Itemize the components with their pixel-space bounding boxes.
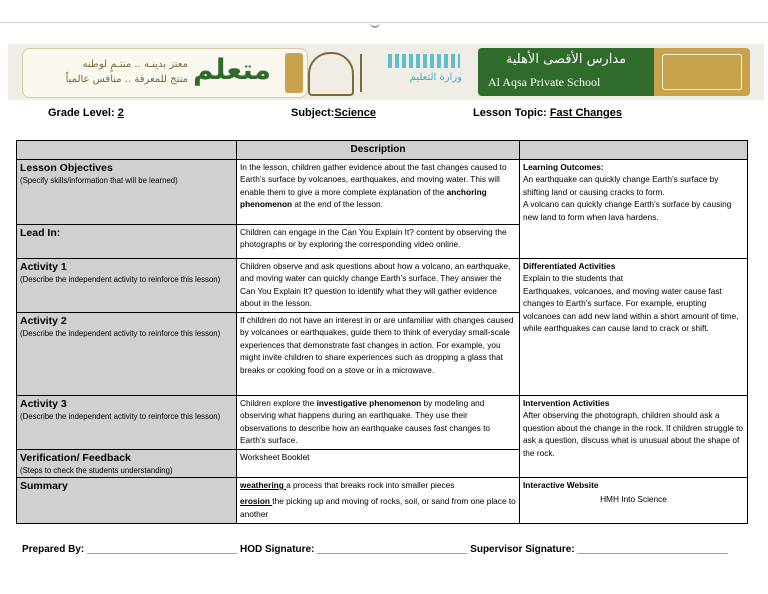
header-blank-cell [17,141,237,160]
verification-label-cell [17,450,237,478]
learning-outcome-1: An earthquake can quickly change Earth’s surface by shifting land or causing cracks to form. [523,174,719,197]
supervisor-signature-label: Supervisor Signature: [470,544,575,555]
seal-divider [360,54,362,92]
lead-in-title: Lead In: [20,227,61,239]
subject [291,107,376,119]
differentiated-text: Earthquakes, volcanoes, and moving water cause fast changes to Earth’s surface. For example, erupting volcanoes can add new land within a short amount of time, while earthquakes can cause land to crack or shift. [523,285,739,334]
weathering-term: weathering [240,480,287,490]
activity-2-title: Activity 2 [20,315,67,327]
lesson-topic [473,107,622,119]
school-name-english: Al Aqsa Private School [488,75,601,89]
topic-label: Lesson Topic: [473,107,547,119]
hole-punch-mark [370,18,380,28]
motto-line-1: معتز بدينـه .. منتـمٍ لوطنه [82,59,188,70]
summary-row [17,478,748,524]
interactive-website-link: HMH Into Science [600,494,667,505]
topic-value: Fast Changes [549,107,622,119]
motto-line-2: منتج للمعرفة .. منافس عالمياً [65,74,188,85]
erosion-term: erosion [240,496,273,507]
activity-3-label-cell [17,396,237,450]
supervisor-signature-line: ___________________________ [577,544,728,555]
activity-3-subtitle: (Describe the independent activity to reinforce this lesson) [20,412,221,421]
anchoring-phenomenon-term: anchoring phenomenon [240,186,487,210]
activity-3-text-end: by modeling and observing what happens during an earthquake. They use their observations to describe how an earthquake causes fast changes to Earth’s surface. [240,398,490,446]
summary-title: Summary [20,480,68,492]
subject-value: Science [334,107,376,119]
mutaallem-logo-text: متعلم [193,53,271,86]
objectives-title: Lesson Objectives [20,162,113,174]
grade-level [48,107,124,119]
objectives-row [17,160,748,225]
activity-1-title: Activity 1 [20,261,67,273]
lesson-plan-table [16,140,748,524]
interactive-website-cell [520,478,748,524]
grade-value: 2 [117,107,124,119]
gold-emblem-icon [285,53,303,93]
learning-outcomes-cell [520,160,748,259]
learning-outcome-2: A volcano can quickly change Earth’s surface by causing new land to form when lava hardens. [523,199,732,222]
interactive-website-title: Interactive Website [523,480,599,490]
school-name-arabic: مدارس الأقصى الأهلية [505,52,627,67]
description-header: Description [237,141,520,160]
differentiated-activities-cell [520,259,748,396]
learning-outcomes-title: Learning Outcomes: [523,162,604,172]
activity-2-subtitle: (Describe the independent activity to reinforce this lesson) [20,329,221,338]
verification-title: Verification/ Feedback [20,452,131,464]
excellence-award-logo [654,48,750,96]
activity-1-description: Children observe and ask questions about how a volcano, an earthquake, and moving water can quickly change Earth’s surface. They answer the Can You Explain It? question to identify what they will gather evidence about in the lesson. [237,259,520,313]
lead-in-description: Children can engage in the Can You Explain It? content by observing the photographs or by exploring the corresponding video online. [237,225,520,259]
verification-description: Worksheet Booklet [237,450,520,478]
intervention-text: After observing the photograph, children should ask a question about the change in the rock. If children struggle to ask a question, discuss what is unusual about the shape of the rock. [523,410,744,458]
summary-description [237,478,520,524]
activity-1-row [17,259,748,313]
erosion-text: the picking up and moving of rocks, soil, or sand from one place to another [240,496,516,519]
school-seal-icon [308,52,354,96]
grade-label: Grade Level: [48,107,115,119]
header-blank-cell [520,141,748,160]
lead-in-label-cell [17,225,237,259]
intervention-title: Intervention Activities [523,398,610,408]
prepared-by-label: Prepared By: [22,544,85,555]
objectives-text: In the lesson, children gather evidence about the fast changes caused to Earth’s surface by volcanoes, earthquakes, and moving water. This will enable them to give a more complete explanation of the [240,162,507,197]
signature-footer [22,544,728,555]
subject-label: Subject: [291,107,335,119]
weathering-text: a process that breaks rock into smaller pieces [286,480,455,490]
hod-signature-line: ___________________________ [317,544,468,555]
activity-3-description [237,396,520,450]
verification-subtitle: (Steps to check the students understanding) [20,466,173,475]
intervention-activities-cell [520,396,748,478]
objectives-text-end: at the end of the lesson. [292,199,383,210]
differentiated-intro: Explain to the students that [523,273,624,284]
activity-1-subtitle: (Describe the independent activity to reinforce this lesson) [20,275,221,284]
differentiated-title: Differentiated Activities [523,261,616,271]
activity-3-text: Children explore the [240,398,317,408]
award-emblem-icon [662,54,742,90]
activity-2-label-cell [17,313,237,396]
investigative-phenomenon-term: investigative phenomenon [316,398,422,408]
hod-signature-label: HOD Signature: [239,544,315,555]
activity-1-label-cell [17,259,237,313]
objectives-label-cell [17,160,237,225]
activity-2-description: If children do not have an interest in or are unfamiliar with changes caused by volcanoes or earthquakes, guide them to think of everyday small-scale experiences that demonstrate fast changes in action. For example, you might invite children to share experiences such as dropping a glass that breaks or cooking food on a stove or in a microwave. [237,313,520,396]
mutaallem-logo-panel [22,48,308,98]
ministry-logo-icon [388,54,460,68]
table-header-row [17,141,748,160]
top-rule [0,22,768,23]
activity-3-title: Activity 3 [20,398,67,410]
header-banner [8,44,764,100]
prepared-by-line: ___________________________ [87,544,238,555]
objectives-subtitle: (Specify skills/information that will be learned) [20,176,178,185]
school-name-panel [478,48,654,96]
summary-label-cell [17,478,237,524]
weathering-definition [240,479,516,491]
activity-3-row [17,396,748,450]
erosion-definition [240,495,516,520]
objectives-description [237,160,520,225]
ministry-logo-text: وزارة التعليم [409,72,462,83]
